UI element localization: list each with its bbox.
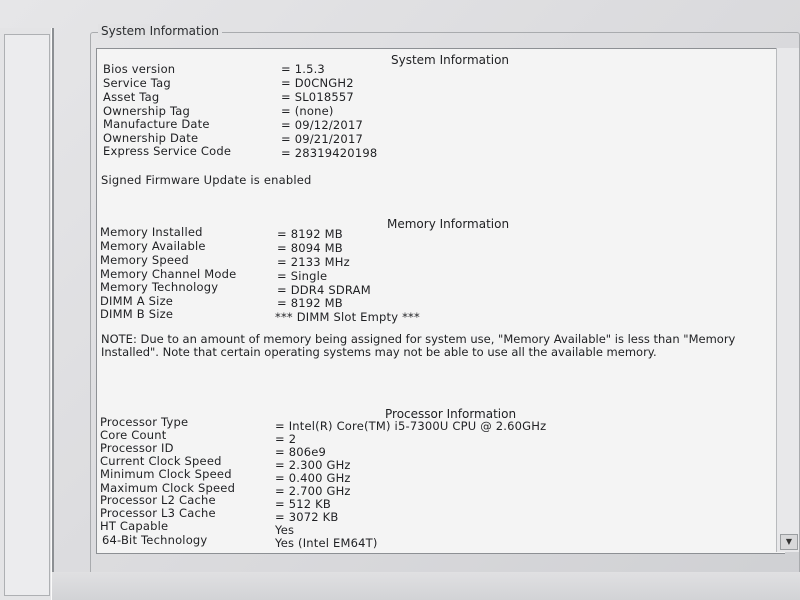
row-label: Processor L3 Cache (100, 506, 216, 520)
row-value: = (none) (281, 104, 334, 118)
row-label: Manufacture Date (103, 117, 210, 131)
row-label: Core Count (100, 428, 167, 442)
row-label: Processor ID (100, 441, 174, 455)
vertical-scrollbar[interactable] (776, 48, 799, 552)
information-content-pane[interactable] (96, 48, 785, 554)
row-value: = Single (277, 269, 328, 283)
processor-info-heading: Processor Information (385, 407, 517, 421)
row-value: = 28319420198 (281, 146, 378, 160)
row-label: 64-Bit Technology (102, 533, 208, 547)
row-value: = 8094 MB (277, 241, 343, 255)
row-label: HT Capable (100, 519, 169, 533)
row-label: Memory Installed (100, 225, 203, 239)
row-label: Processor L2 Cache (100, 493, 216, 507)
row-value: *** DIMM Slot Empty *** (275, 310, 420, 324)
row-label: Asset Tag (103, 90, 160, 104)
row-value: = 2 (275, 432, 297, 446)
row-value: = 1.5.3 (281, 62, 325, 76)
memory-note: NOTE: Due to an amount of memory being assigned for system use, "Memory Available" is less than "Memory Installed". Note that certain operating systems may not be able to use all the available memory. (101, 332, 736, 359)
row-value: = 3072 KB (275, 510, 339, 524)
row-label: Express Service Code (103, 144, 232, 158)
row-value: = 8192 MB (277, 296, 343, 310)
row-label: Memory Available (100, 239, 206, 253)
left-navigation-list[interactable] (4, 34, 50, 596)
row-value: = 2.300 GHz (275, 458, 351, 472)
bottom-bar (52, 572, 800, 600)
row-label: Ownership Tag (103, 104, 191, 118)
row-value: Yes (Intel EM64T) (275, 536, 378, 550)
row-value: = 2133 MHz (277, 255, 350, 269)
row-label: Ownership Date (103, 131, 199, 145)
row-label: Memory Channel Mode (100, 267, 237, 281)
row-value: = SL018557 (281, 90, 354, 104)
firmware-update-status: Signed Firmware Update is enabled (101, 173, 312, 187)
row-label: DIMM B Size (100, 307, 174, 321)
row-label: Maximum Clock Speed (100, 481, 236, 495)
row-label: Service Tag (103, 76, 171, 90)
system-info-heading: System Information (391, 53, 510, 67)
row-label: DIMM A Size (100, 294, 174, 308)
row-label: Bios version (103, 62, 176, 76)
left-navigation-panel[interactable] (0, 28, 54, 600)
row-value: = 806e9 (275, 445, 327, 459)
row-value: = 8192 MB (277, 227, 343, 241)
row-value: = D0CNGH2 (281, 76, 354, 90)
row-value: = 2.700 GHz (275, 484, 351, 498)
row-label: Current Clock Speed (100, 454, 222, 468)
arrow-down-icon[interactable]: ▼ (780, 534, 798, 550)
row-label: Minimum Clock Speed (100, 467, 232, 481)
row-value: = 512 KB (275, 497, 331, 511)
memory-info-heading: Memory Information (387, 217, 510, 231)
row-value: = 09/21/2017 (281, 132, 363, 146)
row-label: Memory Speed (100, 253, 189, 267)
row-value: Yes (275, 523, 295, 537)
row-value: = 0.400 GHz (275, 471, 351, 485)
row-value: = DDR4 SDRAM (277, 283, 371, 297)
row-label: Processor Type (100, 415, 189, 429)
groupbox-title: System Information (98, 24, 222, 38)
row-value: = 09/12/2017 (281, 118, 363, 132)
row-value: = Intel(R) Core(TM) i5-7300U CPU @ 2.60GHz (275, 419, 547, 433)
row-label: Memory Technology (100, 280, 219, 294)
